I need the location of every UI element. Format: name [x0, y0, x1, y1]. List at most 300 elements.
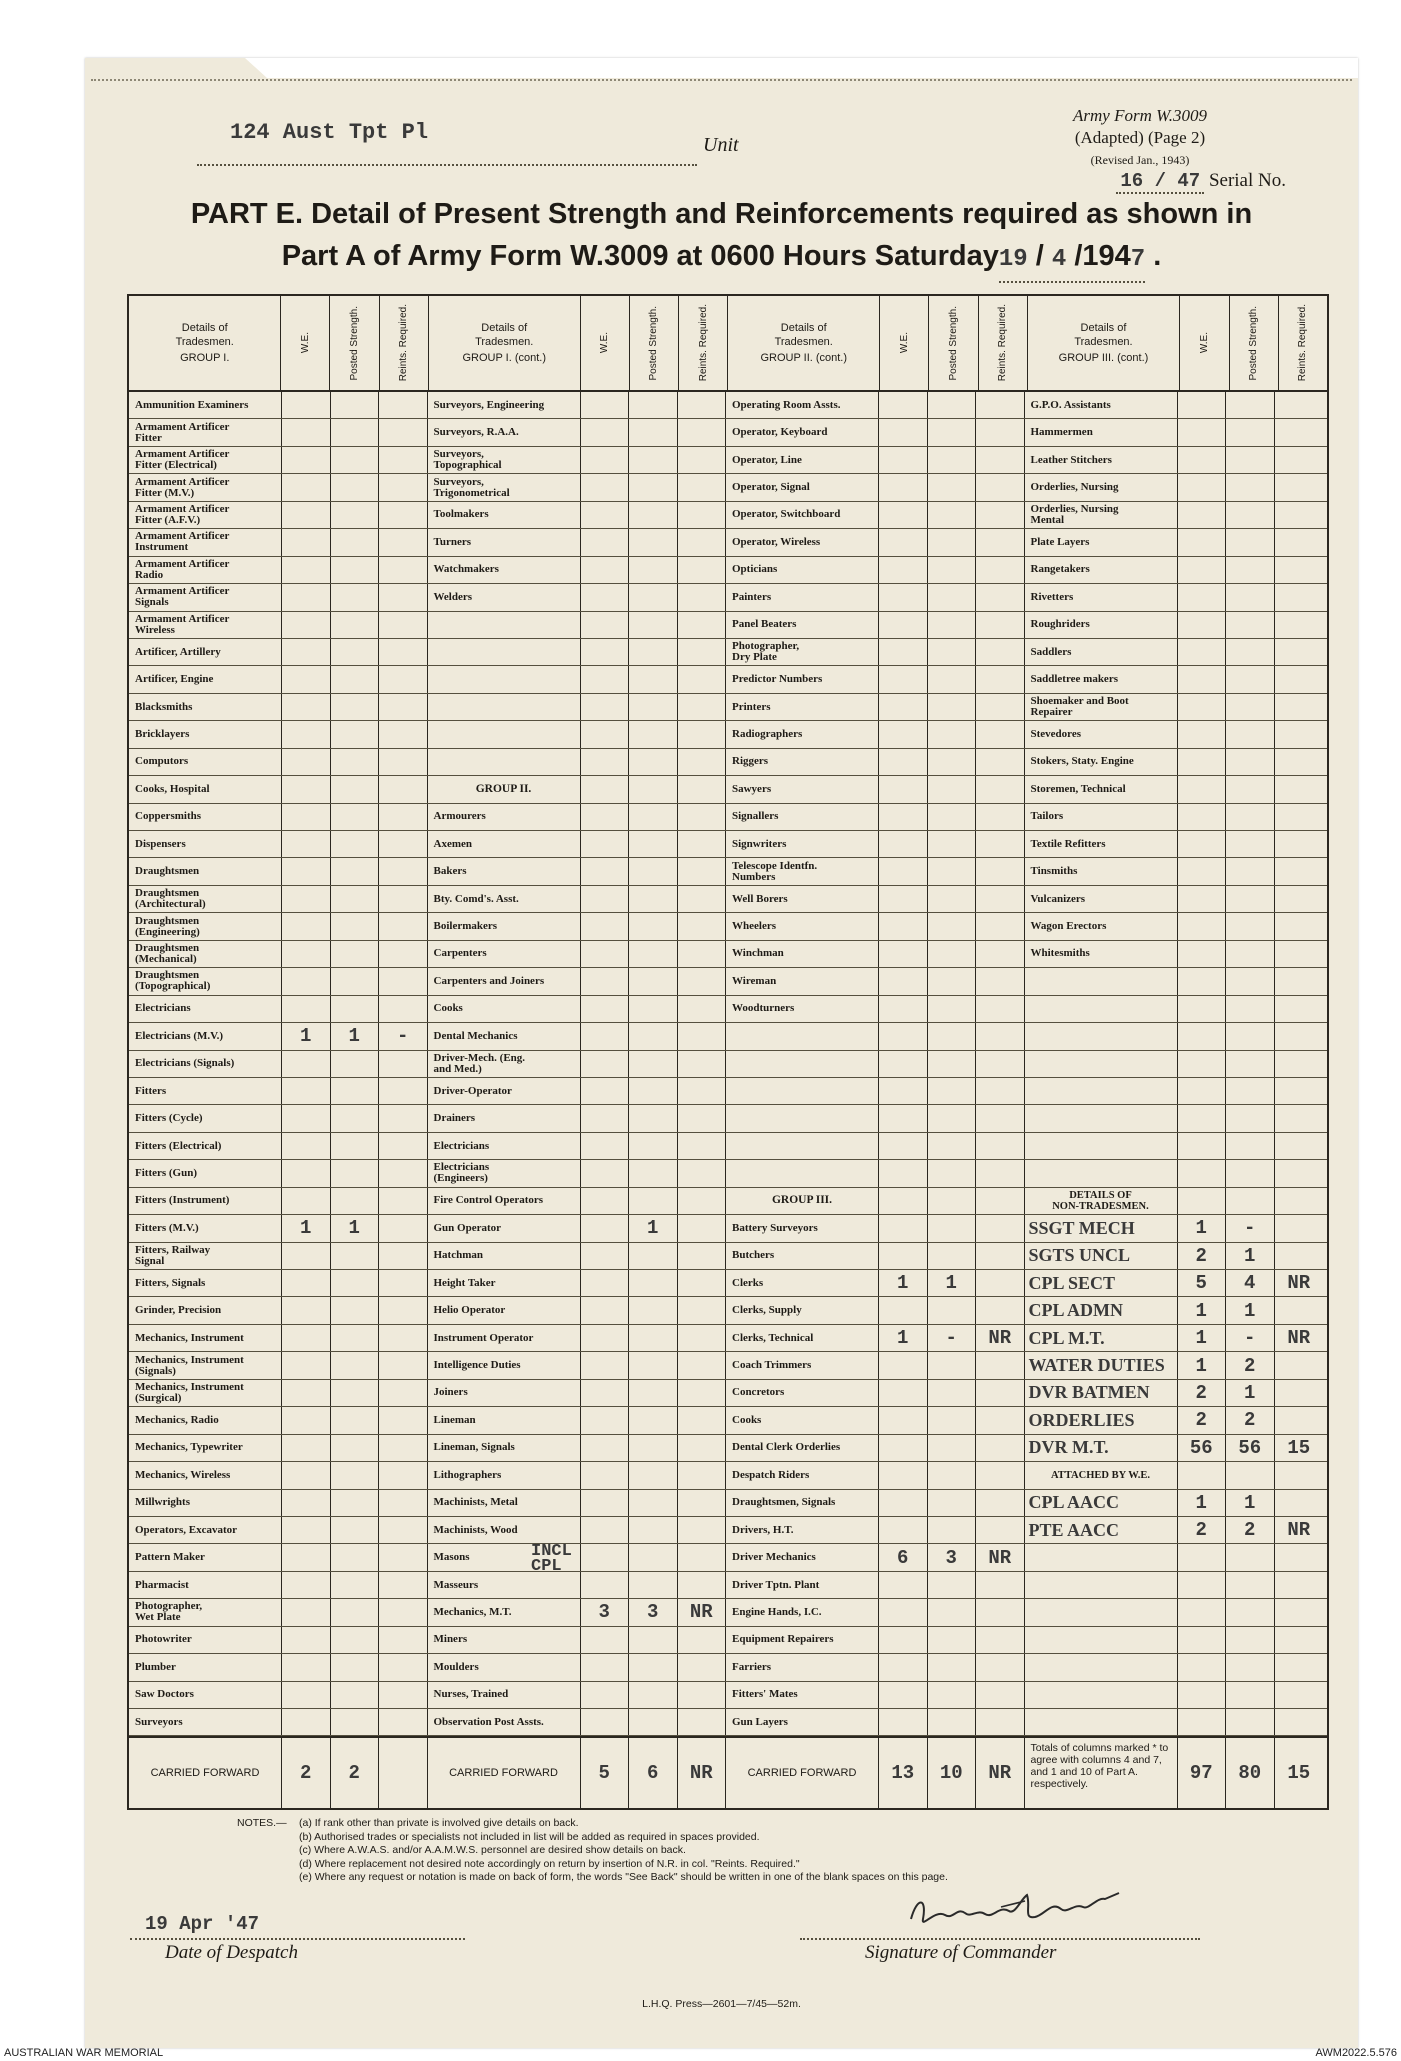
nt-posted: -	[1226, 1215, 1275, 1241]
cell-reinf	[976, 1517, 1025, 1543]
trade-name: Vulcanizers	[1025, 886, 1178, 912]
nontradesman-rank: CPL SECT	[1025, 1270, 1178, 1296]
nt-posted: 1	[1226, 1297, 1275, 1323]
trade-name: Winchman	[726, 941, 879, 967]
cell-posted	[928, 1133, 977, 1159]
cell-we	[581, 1023, 630, 1049]
trade-name: Armament Artificer Signals	[129, 584, 282, 610]
cell-we	[581, 776, 630, 802]
trade-name: Armament Artificer Wireless	[129, 612, 282, 638]
trade-name	[726, 1023, 879, 1049]
cell-posted	[928, 886, 977, 912]
cell-we	[282, 1627, 331, 1653]
cell-posted	[928, 1243, 977, 1269]
cell-posted	[629, 1243, 678, 1269]
cell-posted	[331, 1572, 380, 1598]
nt-reinf: 15	[1287, 1436, 1311, 1459]
cell-posted	[1226, 1599, 1275, 1625]
cell-we	[282, 1380, 331, 1406]
cell-posted	[928, 1188, 977, 1214]
cell-posted	[928, 584, 977, 610]
cell-posted	[331, 666, 380, 692]
trade-name: Draughtsmen	[129, 858, 282, 884]
nontradesman-rank: WATER DUTIES	[1025, 1352, 1178, 1378]
cell-reinf	[379, 858, 428, 884]
trade-name	[1025, 1133, 1178, 1159]
trade-name: Machinists, Metal	[428, 1490, 581, 1516]
trade-name: Grinder, Precision	[129, 1297, 282, 1323]
cell-reinf	[678, 1105, 727, 1131]
carried-forward-label: CARRIED FORWARD	[428, 1738, 581, 1808]
cell-reinf: NR	[976, 1544, 1025, 1570]
cell-posted: 3	[629, 1599, 678, 1625]
cell-we	[879, 721, 928, 747]
cell-posted	[629, 557, 678, 583]
trade-name: Saddlers	[1025, 639, 1178, 665]
trade-name: Plate Layers	[1025, 529, 1178, 555]
trade-name	[1025, 1051, 1178, 1077]
cell-reinf	[678, 1462, 727, 1488]
trade-name: Stevedores	[1025, 721, 1178, 747]
trade-name	[1025, 1682, 1178, 1708]
cell-reinf	[379, 1599, 428, 1625]
header-reinf: Reints. Required.	[1297, 304, 1309, 382]
cell-we	[581, 447, 630, 473]
cell-reinf	[1275, 419, 1324, 445]
cell-reinf	[976, 1407, 1025, 1433]
cell-we	[581, 1215, 630, 1241]
unit-label: Unit	[703, 134, 739, 156]
cell-we	[879, 1105, 928, 1131]
cell-we	[1178, 474, 1227, 500]
cell-reinf	[976, 1215, 1025, 1241]
cell-we	[581, 1160, 630, 1186]
cell-reinf	[976, 1133, 1025, 1159]
table-row	[129, 1517, 1327, 1544]
nt-we: 1	[1178, 1215, 1227, 1241]
cell-posted	[629, 1105, 678, 1131]
nt-posted: -	[1226, 1325, 1275, 1351]
cell-posted	[928, 419, 977, 445]
cell-reinf	[678, 1188, 727, 1214]
cell-we	[879, 1407, 928, 1433]
cell-posted	[1226, 996, 1275, 1022]
cell-reinf	[678, 831, 727, 857]
cell-posted	[331, 858, 380, 884]
table-row	[129, 612, 1327, 639]
form-revised: (Revised Jan., 1943)	[1090, 153, 1190, 167]
cell-reinf	[976, 858, 1025, 884]
trade-name: Armament Artificer Radio	[129, 557, 282, 583]
cell-we	[581, 584, 630, 610]
cell-posted	[629, 1380, 678, 1406]
cell-posted	[629, 858, 678, 884]
trade-name: Operating Room Assts.	[726, 392, 879, 418]
signature-line	[800, 1938, 1200, 1940]
cell-posted	[331, 1599, 380, 1625]
trade-name: Clerks, Supply	[726, 1297, 879, 1323]
cell-reinf	[976, 529, 1025, 555]
cell-posted	[629, 474, 678, 500]
cell-reinf	[379, 804, 428, 830]
cell-posted	[331, 1407, 380, 1433]
totals-note: Totals of columns marked * to agree with columns 4 and 7, and 1 and 10 of Part A. respectively.	[1025, 1738, 1178, 1808]
cell-posted	[331, 968, 380, 994]
cell-posted	[1226, 886, 1275, 912]
cell-we	[1178, 1627, 1227, 1653]
nt-posted: 1	[1226, 1490, 1275, 1516]
cell-we	[581, 694, 630, 720]
cf-g3-we: 13	[879, 1738, 928, 1808]
nt-we: 2	[1178, 1243, 1227, 1269]
cell-reinf	[976, 502, 1025, 528]
cell-posted	[928, 529, 977, 555]
cell-reinf	[1275, 1023, 1324, 1049]
trade-name: Armament Artificer Fitter (A.F.V.)	[129, 502, 282, 528]
cell-reinf	[1275, 968, 1324, 994]
header-posted: Posted Strength.	[1230, 296, 1279, 390]
cell-posted	[1226, 913, 1275, 939]
cell-posted	[331, 749, 380, 775]
table-row	[129, 776, 1327, 803]
cell-reinf	[379, 502, 428, 528]
form-name: Army Form W.3009	[1073, 106, 1207, 125]
table-row	[129, 1188, 1327, 1215]
cell-we	[282, 941, 331, 967]
cell-reinf	[976, 776, 1025, 802]
cell-reinf	[1275, 447, 1324, 473]
despatch-label: Date of Despatch	[165, 1942, 298, 1963]
cell-we	[282, 584, 331, 610]
cell-reinf	[379, 694, 428, 720]
cell-we	[581, 529, 630, 555]
trade-name	[1025, 1160, 1178, 1186]
trade-name: Clerks, Technical	[726, 1325, 879, 1351]
cell-reinf	[1275, 1133, 1324, 1159]
cf-g2-reinf: NR	[678, 1738, 727, 1808]
nt-we: 1	[1178, 1490, 1227, 1516]
trade-name	[1025, 1105, 1178, 1131]
cell-posted	[928, 666, 977, 692]
cell-we	[581, 1297, 630, 1323]
cell-reinf	[678, 612, 727, 638]
table-row	[129, 392, 1327, 419]
cell-posted	[1226, 1544, 1275, 1570]
cell-we	[879, 502, 928, 528]
cell-we	[879, 1462, 928, 1488]
trade-name	[726, 1078, 879, 1104]
cell-we	[581, 1517, 630, 1543]
cell-we	[879, 557, 928, 583]
table-row	[129, 831, 1327, 858]
cell-we	[282, 721, 331, 747]
trade-name: Bakers	[428, 858, 581, 884]
cell-we	[581, 1654, 630, 1680]
cell-we	[1178, 941, 1227, 967]
table-row	[129, 1599, 1327, 1626]
table-row	[129, 1105, 1327, 1132]
source-credit: AUSTRALIAN WAR MEMORIAL	[4, 2047, 164, 2059]
table-row	[129, 447, 1327, 474]
cell-we	[879, 1627, 928, 1653]
title-line-2: Part A of Army Form W.3009 at 0600 Hours Saturday19 / 4 /1947 .	[85, 235, 1358, 283]
cell-reinf	[379, 1297, 428, 1323]
trade-name: Fire Control Operators	[428, 1188, 581, 1214]
cell-we	[581, 1188, 630, 1214]
trade-name: Axemen	[428, 831, 581, 857]
trade-name: Fitters	[129, 1078, 282, 1104]
cell-posted	[629, 1325, 678, 1351]
trade-name: Opticians	[726, 557, 879, 583]
cell-posted	[928, 831, 977, 857]
trade-name: Fitters, Signals	[129, 1270, 282, 1296]
cell-reinf	[976, 1627, 1025, 1653]
cell-we	[879, 804, 928, 830]
trade-name	[1025, 1599, 1178, 1625]
cell-posted	[928, 1078, 977, 1104]
cell-posted	[331, 1078, 380, 1104]
cell-posted	[1226, 1133, 1275, 1159]
table-row	[129, 1654, 1327, 1681]
cell-posted	[629, 1490, 678, 1516]
cell-we	[1178, 1105, 1227, 1131]
trade-name: Bty. Comd's. Asst.	[428, 886, 581, 912]
cell-we	[581, 419, 630, 445]
cell-we	[581, 1709, 630, 1735]
cell-we	[879, 1654, 928, 1680]
cell-posted	[629, 1517, 678, 1543]
trade-name: Masons	[428, 1544, 581, 1570]
cell-posted	[928, 1435, 977, 1461]
trade-name	[428, 749, 581, 775]
cell-reinf	[1275, 392, 1324, 418]
cell-posted	[331, 474, 380, 500]
cell-we	[282, 1599, 331, 1625]
cf-g1-reinf	[379, 1738, 428, 1808]
table-row	[129, 1297, 1327, 1324]
trade-name	[726, 1133, 879, 1159]
header-details: Details of Tradesmen. GROUP III. (cont.)	[1028, 296, 1181, 390]
cell-posted	[629, 1023, 678, 1049]
total-posted: 80	[1226, 1738, 1275, 1808]
cell-reinf	[976, 392, 1025, 418]
table-row	[129, 1078, 1327, 1105]
cell-reinf	[1275, 529, 1324, 555]
title-line-2-text: Part A of Army Form W.3009 at 0600 Hours Saturday	[281, 240, 999, 272]
cell-reinf	[379, 1188, 428, 1214]
cell-posted	[928, 749, 977, 775]
cell-reinf	[1275, 1654, 1324, 1680]
cell-posted: 3	[928, 1544, 977, 1570]
cell-reinf	[678, 584, 727, 610]
cell-reinf	[678, 1544, 727, 1570]
trade-name: Dental Clerk Orderlies	[726, 1435, 879, 1461]
trade-name: Electricians	[129, 996, 282, 1022]
cell-posted	[928, 776, 977, 802]
nontradesman-rank: DVR M.T.	[1025, 1435, 1178, 1461]
cell-reinf	[678, 1270, 727, 1296]
cell-reinf	[976, 941, 1025, 967]
cell-we	[879, 776, 928, 802]
cf-g1-we: 2	[282, 1738, 331, 1808]
cf-g2-posted: 6	[629, 1738, 678, 1808]
cell-posted	[928, 474, 977, 500]
trade-name: Gun Layers	[726, 1709, 879, 1735]
trade-name: Fitters (Electrical)	[129, 1133, 282, 1159]
trade-name: GROUP II.	[428, 776, 581, 802]
trade-name: Carpenters	[428, 941, 581, 967]
trade-name: Tailors	[1025, 804, 1178, 830]
cell-we: 6	[879, 1544, 928, 1570]
cell-we	[1178, 721, 1227, 747]
trade-name: Operator, Line	[726, 447, 879, 473]
trade-name: Machinists, Wood	[428, 1517, 581, 1543]
cell-posted	[331, 447, 380, 473]
table-row	[129, 913, 1327, 940]
cell-we	[879, 1297, 928, 1323]
table-row	[129, 694, 1327, 721]
cell-reinf	[678, 968, 727, 994]
cell-reinf	[678, 474, 727, 500]
cell-we	[1178, 968, 1227, 994]
trade-name: Pharmacist	[129, 1572, 282, 1598]
trade-name	[1025, 1627, 1178, 1653]
cell-reinf	[976, 831, 1025, 857]
cell-posted	[928, 447, 977, 473]
cell-we	[282, 419, 331, 445]
cell-posted	[331, 1105, 380, 1131]
cell-we	[1178, 529, 1227, 555]
cell-posted	[1226, 529, 1275, 555]
trade-name: Orderlies, Nursing	[1025, 474, 1178, 500]
carried-forward-label: CARRIED FORWARD	[129, 1738, 282, 1808]
cell-reinf	[379, 1051, 428, 1077]
nontradesman-rank: CPL ADMN	[1025, 1297, 1178, 1323]
cell-posted: -	[928, 1325, 977, 1351]
table-header	[129, 296, 1327, 392]
cell-reinf	[379, 996, 428, 1022]
trade-name: Hatchman	[428, 1243, 581, 1269]
cell-we	[581, 968, 630, 994]
cell-reinf	[678, 557, 727, 583]
cell-reinf	[678, 694, 727, 720]
cell-reinf	[379, 1490, 428, 1516]
table-row	[129, 1572, 1327, 1599]
cell-we	[282, 1352, 331, 1378]
cell-we	[282, 1544, 331, 1570]
trade-name: Millwrights	[129, 1490, 282, 1516]
cell-reinf	[1275, 776, 1324, 802]
notes	[237, 1817, 1317, 1885]
trade-name: Surveyors, Topographical	[428, 447, 581, 473]
table-row	[129, 1709, 1327, 1736]
cell-posted	[629, 1133, 678, 1159]
trade-name: Photowriter	[129, 1627, 282, 1653]
table-row	[129, 1490, 1327, 1517]
cell-we	[282, 913, 331, 939]
cell-we: 1	[879, 1325, 928, 1351]
cell-we	[879, 666, 928, 692]
trade-name: Radiographers	[726, 721, 879, 747]
cell-posted	[928, 392, 977, 418]
cell-reinf	[976, 968, 1025, 994]
press-imprint: L.H.Q. Press—2601—7/45—52m.	[642, 1998, 801, 2010]
nt-we: 1	[1178, 1352, 1227, 1378]
cell-we	[581, 831, 630, 857]
trade-name: Turners	[428, 529, 581, 555]
cell-reinf	[976, 1709, 1025, 1735]
cell-reinf: -	[379, 1023, 428, 1049]
table-row	[129, 886, 1327, 913]
trade-name: Masseurs	[428, 1572, 581, 1598]
cell-posted	[928, 804, 977, 830]
cell-reinf	[678, 1435, 727, 1461]
cell-posted	[1226, 419, 1275, 445]
cf-g2-we: 5	[581, 1738, 630, 1808]
cell-posted	[629, 666, 678, 692]
cell-we	[282, 968, 331, 994]
trade-name: Cooks	[726, 1407, 879, 1433]
trade-name: Computors	[129, 749, 282, 775]
cell-we	[879, 968, 928, 994]
cell-we	[1178, 776, 1227, 802]
cell-posted	[331, 1517, 380, 1543]
trade-name: Fitters (Instrument)	[129, 1188, 282, 1214]
cell-we	[879, 1572, 928, 1598]
cell-we	[879, 913, 928, 939]
cell-we	[581, 1544, 630, 1570]
cell-we	[581, 804, 630, 830]
form-adapted: (Adapted) (Page 2)	[1074, 128, 1206, 147]
cell-reinf	[678, 1490, 727, 1516]
trade-name: Rivetters	[1025, 584, 1178, 610]
cell-posted	[928, 913, 977, 939]
trade-name: Watchmakers	[428, 557, 581, 583]
cell-we	[282, 1572, 331, 1598]
cell-reinf	[678, 886, 727, 912]
cell-reinf	[1275, 1627, 1324, 1653]
cell-reinf	[976, 694, 1025, 720]
cell-reinf	[976, 474, 1025, 500]
cell-reinf	[678, 804, 727, 830]
trade-name: Joiners	[428, 1380, 581, 1406]
serial-label: Serial No.	[1208, 170, 1286, 191]
cell-we	[581, 639, 630, 665]
cell-posted	[331, 831, 380, 857]
cell-we	[1178, 557, 1227, 583]
cell-reinf	[678, 1407, 727, 1433]
cell-we	[581, 1270, 630, 1296]
cell-posted	[331, 1325, 380, 1351]
header-reinf: Reints. Required.	[979, 296, 1028, 390]
cell-posted	[928, 612, 977, 638]
cell-we	[1178, 502, 1227, 528]
title-date-month: 4	[1051, 246, 1067, 273]
cell-posted: 1	[629, 1215, 678, 1241]
serial-value: 16 / 47	[1116, 170, 1204, 194]
nt-reinf	[1275, 1243, 1324, 1269]
trade-name: Wireman	[726, 968, 879, 994]
trade-name	[428, 666, 581, 692]
serial-number	[1116, 170, 1286, 194]
cell-posted	[1226, 1462, 1275, 1488]
trade-name: Coach Trimmers	[726, 1352, 879, 1378]
trade-name: G.P.O. Assistants	[1025, 392, 1178, 418]
cell-reinf	[379, 831, 428, 857]
cell-we	[1178, 1160, 1227, 1186]
header-details: Details of Tradesmen. GROUP I.	[129, 296, 281, 390]
header-group-1	[129, 296, 429, 390]
